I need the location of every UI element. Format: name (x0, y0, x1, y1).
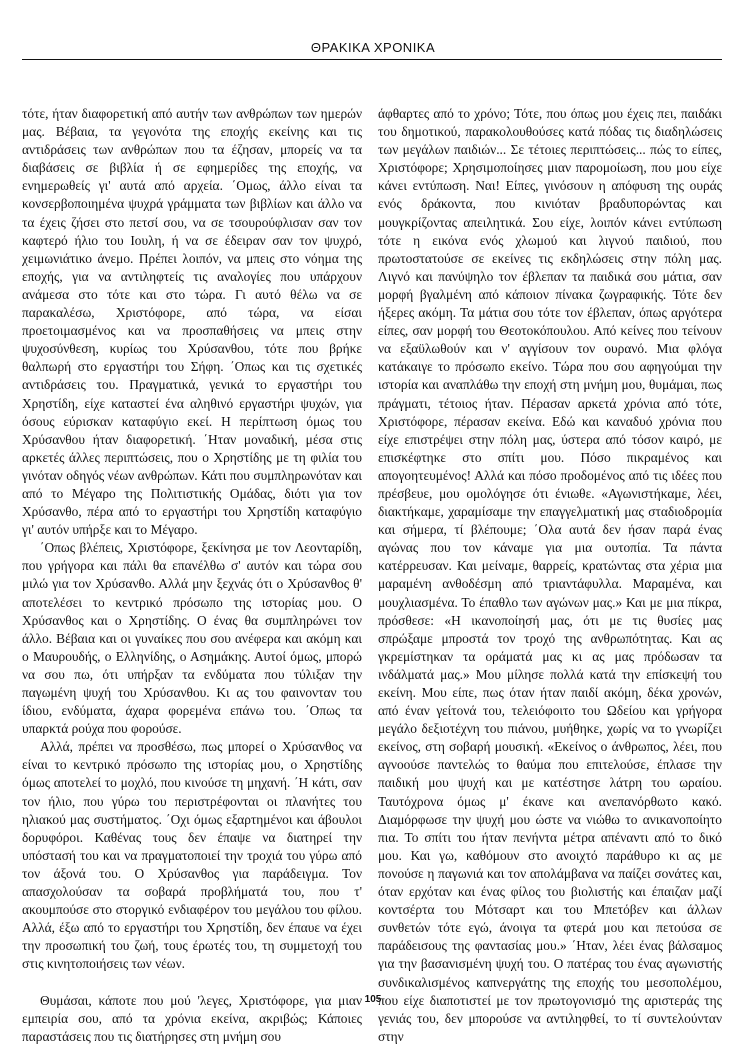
paragraph: άφθαρτες από το χρόνο; Τότε, που όπως μου έχεις πει, παιδάκι του δημοτικού, παρακολουθούσες κατά πόδας τις διαδηλώσεις των μεγάλων παιδιών... Σε τέτοιες περιπτώσεις... πώς το είπες, Χριστόφορε; Χρησιμοποίησες μιαν παρομοίωση, που μου είχε κάνει εντύπωση. Ναι! Είπες, γινόσουν η απόφυση της ουράς ενός δράκοντα, που κινιόταν βραδυπορώντας και μουγκρίζοντας απειλητικά. Σου είχε, λοιπόν κάνει εντύπωση τότε η εικόνα ενός χλωμού και λιγνού παιδιού, που πρωτοστατούσε σε εκείνες τις εκδηλώσεις στην πόλη μας. Λιγνό και πανύψηλο τον έβλεπαν τα παιδικά σου μάτια, σαν μορφή βγαλμένη από κάποιον πίνακα ζωγραφικής. Τότε δεν ήξερες ακόμη. Τα μάτια σου τότε τον έβλεπαν, όπως αργότερα είπες, σαν μορφή του Θεοτοκόπουλου. Από κείνες που τείνουν να εξαϋλωθούν και ν' αγγίσουν τον ουρανό. Μια φλόγα κατάκαιγε το πρόσωπο εκείνο. Τώρα που σου αφηγούμαι την ιστορία και αναπλάθω την εποχή στη μνήμη μου, θυμάμαι, πως πράγματι, τέτοιος ήταν. Πέρασαν αρκετά χρόνια από τότε, Χριστόφορε, πέρασαν εκείνα. Εδώ και καναδυό χρόνια που είχε επιστρέψει στην πόλη μας, ύστερα από τόσον καιρό, με επισκέφτηκε στο σπίτι μου. Πόσο πικραμένος και απογοητευμένος! Αλλά και πόσο προδομένος από τις ιδέες που πρέσβευε, μου ομολόγησε ότι ένιωθε. «Αγωνιστήκαμε, λέει, διακτήκαμε, χαραμίσαμε την επαγγελματική μας σταδιοδρομία και σήμερα, τί βλέπουμε; ΄Ολα αυτά δεν ήσαν παρά ένας αγώνας που τον κάναμε για μια ουτοπία. Τα πάντα κατέρρευσαν. Και μείναμε, θαρρείς, κρατώντας στα χέρια μια μαραμένη ανθοδέσμη από τριαντάφυλλα. Μαραμένα, και μουχλιασμένα. Το έπαθλο των αγώνων μας.» Και με μια πίκρα, πρόσθεσε: «Η ικανοποίησή μας, ότι με τις θυσίες μας σπρώξαμε μπροστά τον τροχό της ανθρωπότητας. Και ας γκρεμίστηκαν τα οράματά μας κι ας μας πρόδωσαν τα ινδάλματά μας.» Μου μίλησε πολλά κατά την επίσκεψή του εκείνη. Μου είπε, πως όταν ήταν παιδί ακόμη, δέκα χρονών, από έναν γείτονά του, τελειόφοιτο του Ωδείου και γρήγορα μεγάλο δεξιοτέχνη του πιάνου, μυήθηκε, χωρίς να το γνωρίζει εκείνος, στη σοβαρή μουσική. «Εκείνος ο άνθρωπος, λέει, που αγνοούσε παντελώς το θαύμα που επιτελούσε, έπλασε την παιδική μου ψυχή και με κατέστησε λάτρη του ωραίου. Ταυτόχρονα όμως μ' έκανε και ανεπανόρθωτο κακό. Διαμόρφωσε την ψυχή μου ώστε να νιώθω το ανικανοποίητο πια. Το σπίτι του ήταν πενήντα μέτρα απέναντι από το δικό μου. Και γω, καθόμουν στο ανοιχτό παράθυρο κι ας με πονούσε η παγωνιά και τον απολάμβανα να παίζει σονάτες και, όταν ερχόταν και ένας φίλος του βιολιστής και έπαιζαν μαζί κοντσέρτα του Μότσαρτ και του Μπετόβεν και άλλων συνθετών τότε εγώ, άνοιγα τα φτερά μου και πετούσα σε παράδεισους της φαντασίας μου.» ΄Ηταν, λέει ένας βάλσαμος για την βασανισμένη ψυχή του. Ο πατέρας του ένας αγωνιστής συνδικαλισμένος καπνεργάτης της εποχής του μεσοπολέμου, που είχε διαποτιστεί με τον πρωτογονισμό της αριστεράς της γενιάς του, δεν μπορούσε να αντιληφθεί, το τί συντελούνταν στην (378, 106, 722, 1044)
left-column (22, 105, 362, 1044)
paragraph: Θυμάσαι, κάποτε που μού 'λεγες, Χριστόφορε, για μιαν εμπειρία σου, από τα χρόνια εκείνα, ακριβώς; Κάποιες παραστάσεις που τις διατήρησες στη μνήμη σου (22, 992, 362, 1044)
right-column (378, 105, 722, 1044)
paragraph: ΄Οπως βλέπεις, Χριστόφορε, ξεκίνησα με τον Λεονταρίδη, που γρήγορα και πάλι θα επανέλθω σ' αυτόν και τώρα σου μιλώ για τον Χρύσανθο. Αλλά μην ξεχνάς ότι ο Χρύσανθος θ' αποτελέσει το κεντρικό πρόσωπο της ιστορίας μου. Ο Χρύσανθος και ο Χρηστίδης. Ο ένας θα συμπληρώνει τον άλλο. Βέβαια και οι γυναίκες που σου ανέφερα και ακόμη και ο Μαυρουδής, ο Ελληνίδης, ο Ασημάκης. Αυτοί όμως, μπορώ να σου πω, ότι υπήρξαν τα ενδύματα που τύλιξαν την παγωμένη ψυχή του Χρύσανθου. Κι ας του φαινονταν του ίδιου, ενδύματα, άχαρα φορεμένα επάνω του. ΄Οπως τα υπαρκτά ρούχα που φορούσε. (22, 540, 362, 737)
page-number: 105 (364, 994, 382, 1005)
paragraph: τότε, ήταν διαφορετική από αυτήν των ανθρώπων των ημερών μας. Βέβαια, τα γεγονότα της εποχής εκείνης και τις αντιδράσεις των ανθρώπων που τα έζησαν, μπορείς να τα διαβάσεις σε βιβλία ή σε εφημερίδες της εποχής, να ενημερωθείς γι' αυτά από αρχεία. ΄Ομως, άλλο είναι τα κονσερβοποιημένα ψυχρά γράμματα των βιβλίων και άλλο να τα έχεις ζήσει στο πετσί σου, να σε τσουρούφλισαν σαν τον καφτερό ήλιο του Ιουλη, ή να σε έδειραν σαν τον ψυχρό, χειμωνιάτικο άνεμο. Πρέπει λοιπόν, να μπεις στο νόημα της εποχής, για να αντιληφτείς τις αναλογίες που υπάρχουν ανάμεσα στο τότε και στο τώρα. Γι αυτό θέλω να σε παρακαλέσω, Χριστόφορε, από τώρα, να είσαι προετοιμασμένος και να προσπαθήσεις να μπεις στην ψυχοσύνθεση, κυρίως του Χρύσανθου, τότε που βρήκε θαλπωρή στο εργαστήρι του Σήφη. ΄Οπως και τις σχετικές αντιδράσεις του. Πραγματικά, γενικά το εργαστήρι του Χρηστίδη, είχε καταστεί ένα αληθινό εργαστήρι ψυχών, για όσους εύρισκαν καταφύγιο εκεί. Η περίπτωση όμως του Χρύσανθου ήταν διαφορετική. ΄Ηταν μοναδική, μέσα στις αρκετές άλλες περιπτώσεις, που ο Χρηστίδης με τη φιλία του γινόταν οδηγός νέων ανθρώπων. Κάτι που συμπληρωνόταν και από το Μέγαρο της Πολιτιστικής Ομάδας, διότι για τον Χρύσανθο, πέρα από το εργαστήρι του Χρηστίδη καταφύγιο γι' αυτόν υπήρξε και το Μέγαρο. (22, 106, 362, 538)
running-header-title: ΘΡΑΚΙΚΑ ΧΡΟΝΙΚΑ (310, 40, 436, 55)
paragraph: Αλλά, πρέπει να προσθέσω, πως μπορεί ο Χρύσανθος να είναι το κεντρικό πρόσωπο της ιστορίας μου, ο Χρηστίδης όμως αποτελεί το μοχλό, που κινούσε τη μηχανή. ΄Η κάτι, σαν τον ήλιο, που γύρω του περιστρέφονται οι πλανήτες του ηλιακού μας συστήματος. ΄Οχι όμως εξαρτημένοι και άβουλοι δορυφόροι. Καθένας τους δεν έπαψε να διατηρεί την υπόστασή του και να πραγματοποιεί την τροχιά του γύρω από τον άξονά του. Ο Χρύσανθος για παράδειγμα. Τον απασχολούσαν τα σοβαρά προβλήματά του, που τ' ακουμπούσε στο στοργικό ενδιαφέρον του μεγάλου του φίλου. Αλλά, έξω από το εργαστήρι του Χρηστίδη, δεν έπαυε να έχει την προσωπική του ζωή, τους έρωτές του, τη συμμετοχή του στις κινητοποιήσεις των νέων. (22, 739, 362, 972)
header-rule (22, 59, 722, 60)
